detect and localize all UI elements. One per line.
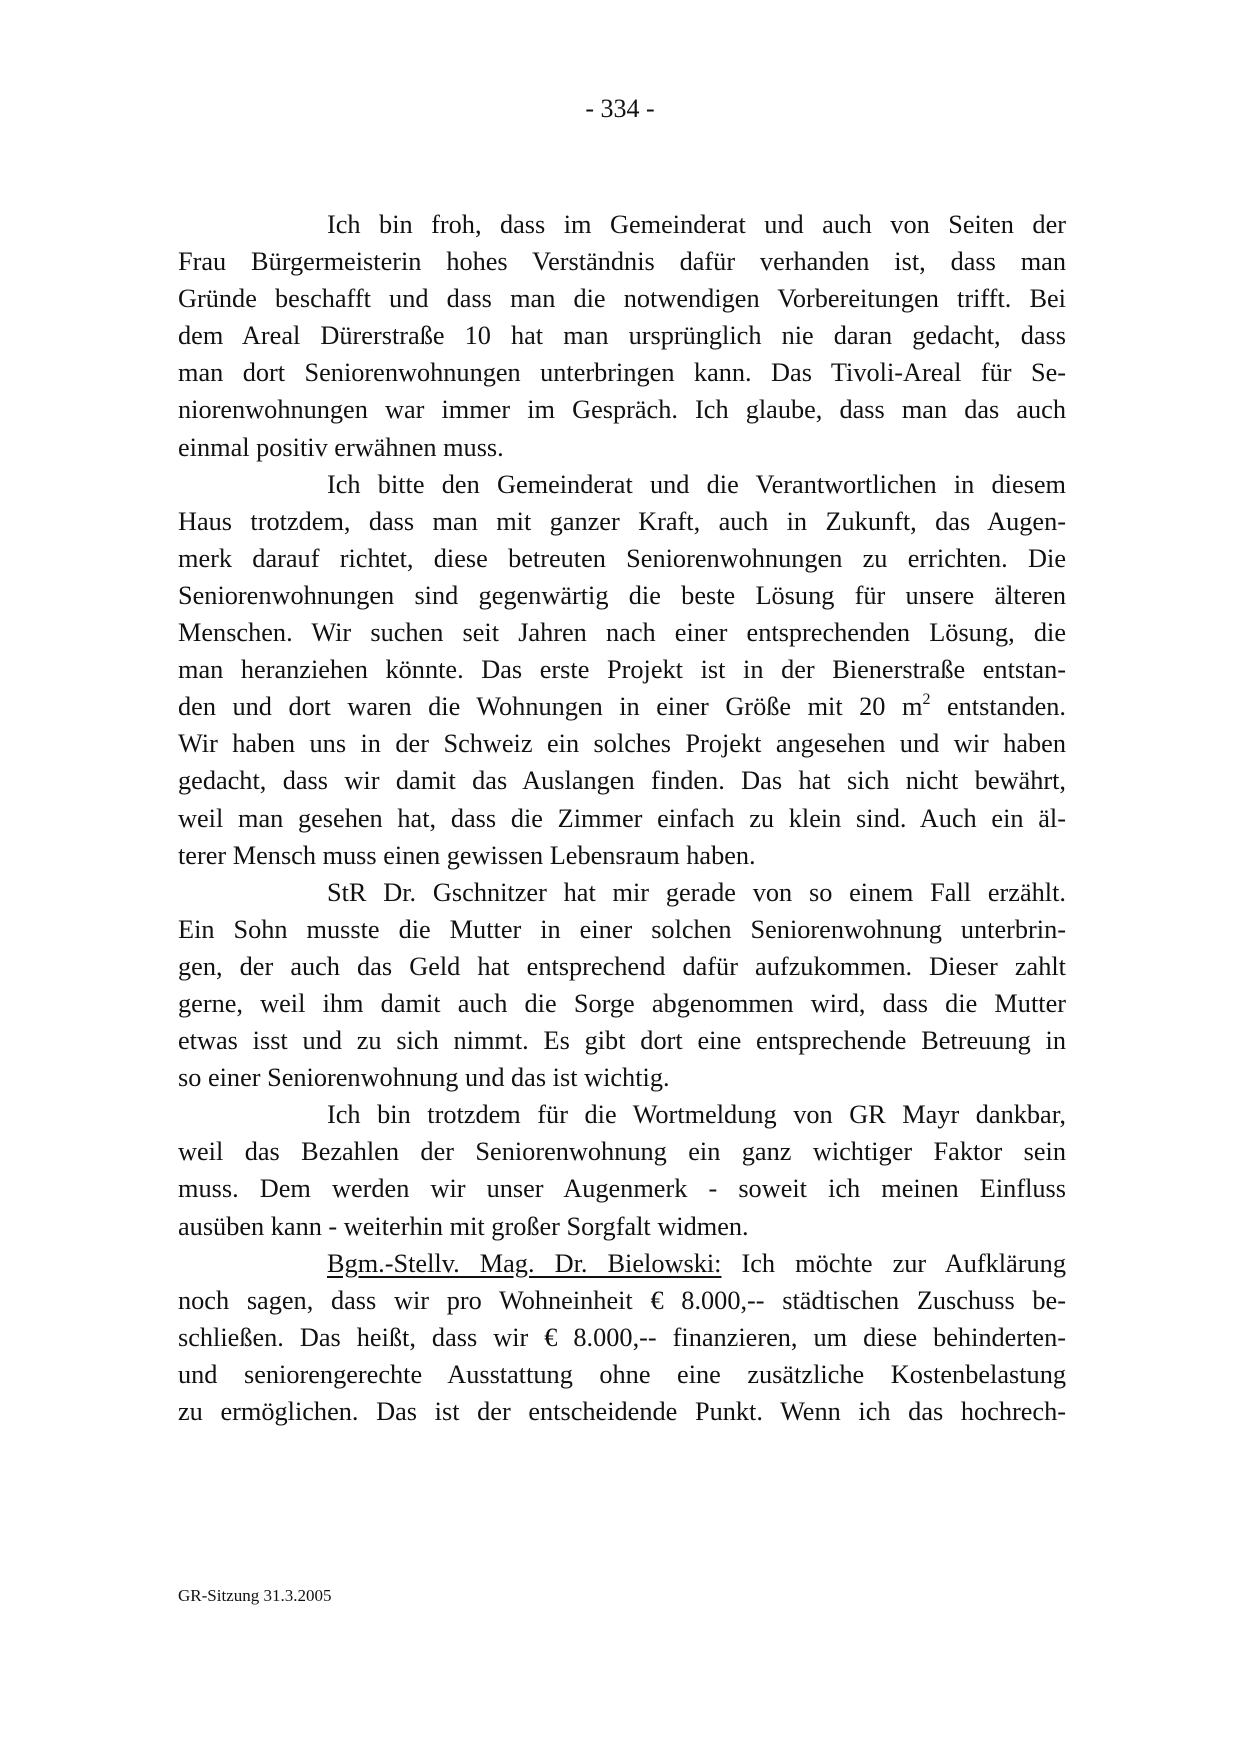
- text-line: man heranziehen könnte. Das erste Projekt ist in der Bienerstraße entstan-: [178, 655, 1066, 685]
- text-line: man dort Seniorenwohnungen unterbringen kann. Das Tivoli-Areal für Se-: [178, 358, 1066, 388]
- text-line: etwas isst und zu sich nimmt. Es gibt dort eine entsprechende Betreuung in: [178, 1026, 1066, 1056]
- speaker-name: Bgm.-Stellv. Mag. Dr. Bielowski:: [327, 1248, 722, 1278]
- text-line: Menschen. Wir suchen seit Jahren nach einer entsprechenden Lösung, die: [178, 618, 1066, 648]
- text-line: Wir haben uns in der Schweiz ein solches Projekt angesehen und wir haben: [178, 729, 1066, 759]
- text-line: zu ermöglichen. Das ist der entscheidende Punkt. Wenn ich das hochrech-: [178, 1397, 1066, 1426]
- text-line: merk darauf richtet, diese betreuten Seniorenwohnungen zu errichten. Die: [178, 543, 1066, 573]
- text-line: ausüben kann - weiterhin mit großer Sorgfalt widmen.: [178, 1211, 749, 1241]
- text-line: einmal positiv erwähnen muss.: [178, 432, 504, 462]
- text-line: Gründe beschafft und dass man die notwendigen Vorbereitungen trifft. Bei: [178, 284, 1066, 314]
- text-segment: Ich möchte zur Aufklärung: [721, 1248, 1066, 1278]
- text-line-with-superscript: [178, 688, 1066, 725]
- text-line: so einer Seniorenwohnung und das ist wichtig.: [178, 1063, 670, 1093]
- text-line: gerne, weil ihm damit auch die Sorge abgenommen wird, dass die Mutter: [178, 988, 1066, 1018]
- text-line: gen, der auch das Geld hat entsprechend dafür aufzukommen. Dieser zahlt: [178, 951, 1066, 981]
- page-number: - 334 -: [585, 94, 655, 123]
- text-line: Frau Bürgermeisterin hohes Verständnis dafür verhanden ist, dass man: [178, 247, 1066, 277]
- text-line: Haus trotzdem, dass man mit ganzer Kraft, auch in Zukunft, das Augen-: [178, 506, 1066, 536]
- text-line: Ich bin froh, dass im Gemeinderat und auch von Seiten der: [327, 210, 1066, 239]
- text-line: weil man gesehen hat, dass die Zimmer einfach zu klein sind. Auch ein äl-: [178, 803, 1066, 833]
- text-line: Ich bin trotzdem für die Wortmeldung von GR Mayr dankbar,: [327, 1100, 1066, 1130]
- text-line: StR Dr. Gschnitzer hat mir gerade von so einem Fall erzählt.: [327, 877, 1066, 907]
- text-line: muss. Dem werden wir unser Augenmerk - soweit ich meinen Einfluss: [178, 1174, 1066, 1204]
- text-line: Ein Sohn musste die Mutter in einer solchen Seniorenwohnung unterbrin-: [178, 914, 1066, 944]
- text-line-with-speaker: [178, 1245, 1066, 1282]
- text-line: dem Areal Dürerstraße 10 hat man ursprünglich nie daran gedacht, dass: [178, 321, 1066, 351]
- footer-text: GR-Sitzung 31.3.2005: [178, 1586, 332, 1605]
- text-segment: den und dort waren die Wohnungen in einer Größe mit 20 m: [178, 692, 923, 722]
- superscript: 2: [922, 691, 931, 709]
- text-line: Seniorenwohnungen sind gegenwärtig die beste Lösung für unsere älteren: [178, 580, 1066, 610]
- text-line: terer Mensch muss einen gewissen Lebensraum haben.: [178, 840, 756, 870]
- text-segment: entstanden.: [930, 692, 1066, 722]
- text-line: Ich bitte den Gemeinderat und die Verantwortlichen in diesem: [327, 469, 1066, 499]
- text-line: weil das Bezahlen der Seniorenwohnung ein ganz wichtiger Faktor sein: [178, 1137, 1066, 1167]
- text-line: schließen. Das heißt, dass wir € 8.000,-- finanzieren, um diese behinderten-: [178, 1322, 1066, 1352]
- document-body: [178, 206, 1066, 1430]
- text-line: noch sagen, dass wir pro Wohneinheit € 8.000,-- städtischen Zuschuss be-: [178, 1285, 1066, 1315]
- text-line: gedacht, dass wir damit das Auslangen finden. Das hat sich nicht bewährt,: [178, 766, 1066, 796]
- text-line: und seniorengerechte Ausstattung ohne eine zusätzliche Kostenbelastung: [178, 1359, 1066, 1389]
- text-line: niorenwohnungen war immer im Gespräch. Ich glaube, dass man das auch: [178, 395, 1066, 425]
